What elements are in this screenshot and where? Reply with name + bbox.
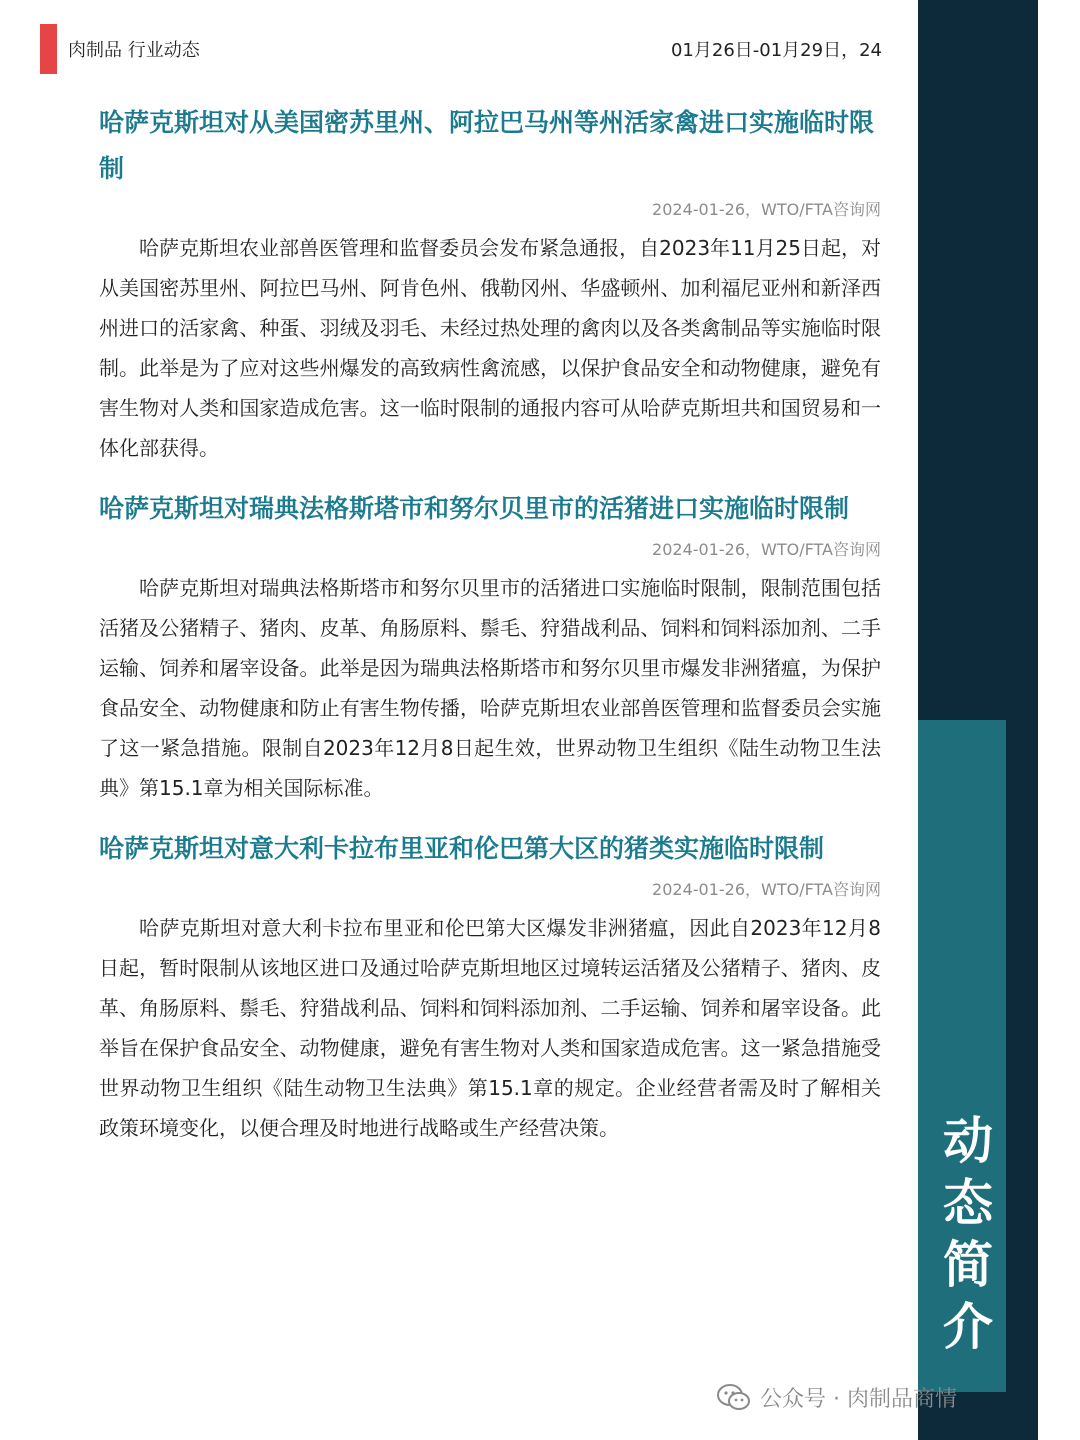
header-category: 肉制品 行业动态 bbox=[68, 40, 200, 61]
article bbox=[99, 486, 881, 808]
article-meta: 2024-01-26，WTO/FTA咨询网 bbox=[652, 880, 881, 899]
article-body: 哈萨克斯坦对瑞典法格斯塔市和努尔贝里市的活猪进口实施临时限制，限制范围包括活猪及公猪精子、猪肉、皮革、角肠原料、鬃毛、狩猎战利品、饲料和饲料添加剂、二手运输、饲养和屠宰设备。此举是因为瑞典法格斯塔市和努尔贝里市爆发非洲猪瘟，为保护食品安全、动物健康和防止有害生物传播，哈萨克斯坦农业部兽医管理和监督委员会实施了这一紧急措施。限制自2023年12月8日起生效，世界动物卫生组织《陆生动物卫生法典》第15.1章为相关国际标准。 bbox=[99, 576, 881, 800]
sidebar-title-char: 介 bbox=[943, 1298, 993, 1356]
sidebar-title-char: 动 bbox=[943, 1112, 993, 1170]
article-meta: 2024-01-26，WTO/FTA咨询网 bbox=[652, 200, 881, 219]
watermark-text: 公众号 · 肉制品商情 bbox=[760, 1387, 957, 1412]
article bbox=[99, 100, 881, 468]
header-accent-bar bbox=[40, 24, 57, 74]
article-list bbox=[99, 100, 881, 1166]
watermark bbox=[716, 1382, 957, 1413]
article-title[interactable]: 哈萨克斯坦对瑞典法格斯塔市和努尔贝里市的活猪进口实施临时限制 bbox=[99, 494, 850, 523]
sidebar-title-char: 简 bbox=[943, 1236, 993, 1294]
article-body: 哈萨克斯坦农业部兽医管理和监督委员会发布紧急通报，自2023年11月25日起，对从美国密苏里州、阿拉巴马州、阿肯色州、俄勒冈州、华盛顿州、加利福尼亚州和新泽西州进口的活家禽、种蛋、羽绒及羽毛、未经过热处理的禽肉以及各类禽制品等实施临时限制。此举是为了应对这些州爆发的高致病性禽流感，以保护食品安全和动物健康，避免有害生物对人类和国家造成危害。这一临时限制的通报内容可从哈萨克斯坦共和国贸易和一体化部获得。 bbox=[99, 236, 881, 460]
article-title[interactable]: 哈萨克斯坦对意大利卡拉布里亚和伦巴第大区的猪类实施临时限制 bbox=[99, 834, 825, 863]
sidebar-title bbox=[918, 1110, 1018, 1358]
wechat-icon bbox=[716, 1383, 752, 1413]
header-date-range: 01月26日-01月29日，24 bbox=[670, 40, 882, 61]
article-meta: 2024-01-26，WTO/FTA咨询网 bbox=[652, 540, 881, 559]
article-body: 哈萨克斯坦对意大利卡拉布里亚和伦巴第大区爆发非洲猪瘟，因此自2023年12月8日起，暂时限制从该地区进口及通过哈萨克斯坦地区过境转运活猪及公猪精子、猪肉、皮革、角肠原料、鬃毛、狩猎战利品、饲料和饲料添加剂、二手运输、饲养和屠宰设备。此举旨在保护食品安全、动物健康，避免有害生物对人类和国家造成危害。这一紧急措施受世界动物卫生组织《陆生动物卫生法典》第15.1章的规定。企业经营者需及时了解相关政策环境变化，以便合理及时地进行战略或生产经营决策。 bbox=[99, 916, 881, 1140]
article-title[interactable]: 哈萨克斯坦对从美国密苏里州、阿拉巴马州等州活家禽进口实施临时限制 bbox=[99, 108, 875, 183]
sidebar-title-char: 态 bbox=[943, 1174, 993, 1232]
article bbox=[99, 826, 881, 1148]
